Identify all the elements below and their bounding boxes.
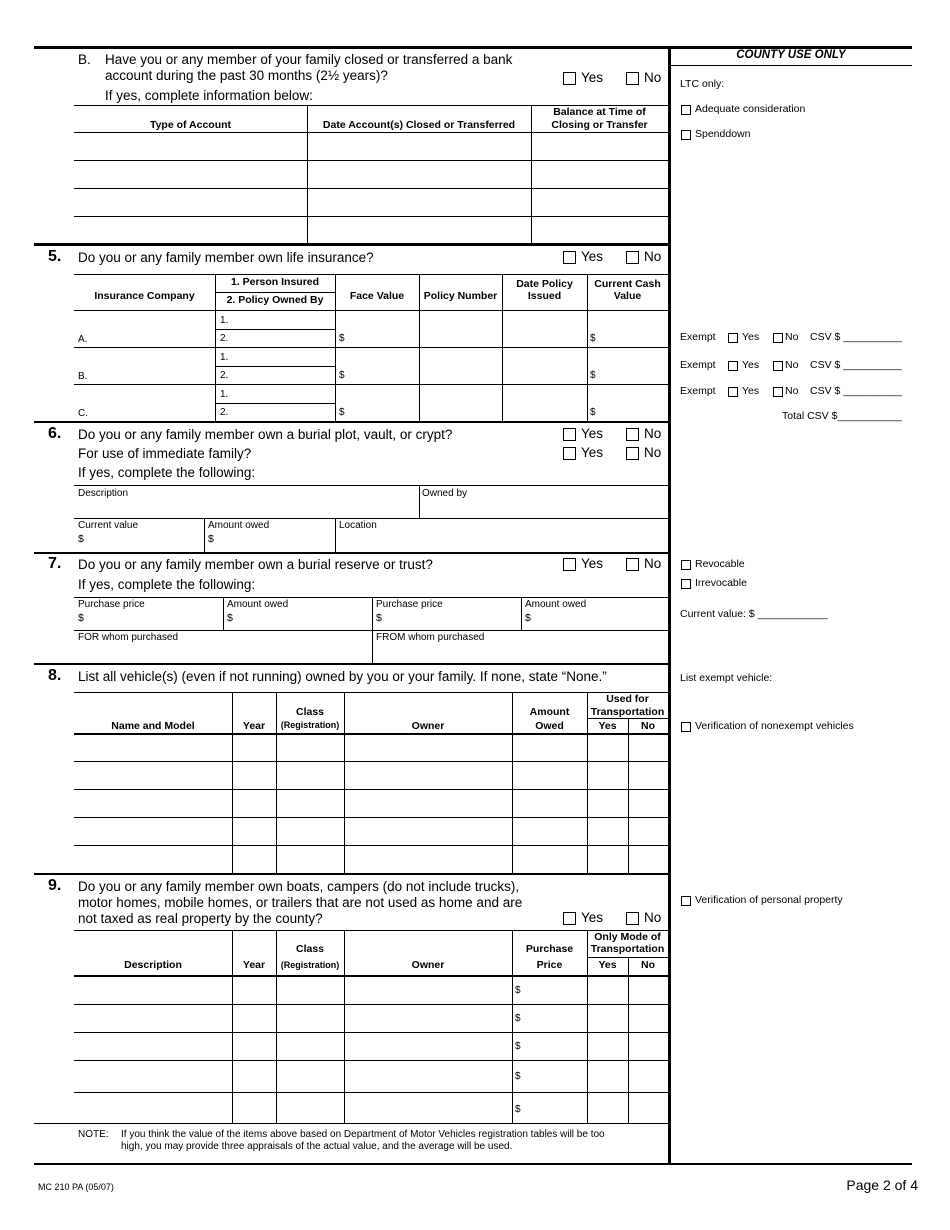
cash-value-dollar: $ — [590, 370, 596, 381]
yes-label: Yes — [581, 556, 604, 571]
section-8-question: List all vehicle(s) (even if not running) owned by you or your family. If none, state “None.” — [78, 669, 607, 684]
exempt-a-yes-checkbox[interactable] — [728, 333, 738, 343]
no-label: No — [644, 556, 662, 571]
col-class: Class — [295, 706, 325, 718]
section-6-family-no-checkbox[interactable] — [626, 447, 639, 460]
policy-owner-marker: 2. — [220, 370, 229, 381]
row-label-a: A. — [78, 334, 88, 345]
person-insured-marker: 1. — [220, 352, 229, 363]
csv-field[interactable]: CSV $ __________ — [810, 359, 902, 371]
verify-personal-label: Verification of personal property — [695, 894, 843, 906]
county-column-divider — [668, 46, 671, 1164]
section-8-number: 8. — [48, 667, 62, 684]
face-value-dollar: $ — [339, 333, 345, 344]
csv-field[interactable]: CSV $ __________ — [810, 331, 902, 343]
adequate-consideration-label: Adequate consideration — [695, 103, 806, 115]
section-7-question-line2: If yes, complete the following: — [78, 577, 256, 592]
page-number: Page 2 of 4 — [846, 1177, 918, 1193]
exempt-label: Exempt — [680, 385, 716, 397]
col-used-yes: Yes — [598, 720, 617, 732]
exempt-yes-label: Yes — [742, 331, 760, 343]
policy-owner-marker: 2. — [220, 407, 229, 418]
note-line1: If you think the value of the items above based on Department of Motor Vehicles registration tables will be too — [121, 1129, 605, 1140]
yes-label: Yes — [581, 70, 604, 85]
exempt-c-no-checkbox[interactable] — [773, 387, 783, 397]
col-owner: Owner — [411, 959, 445, 971]
verify-nonexempt-label: Verification of nonexempt vehicles — [695, 720, 854, 732]
col-cash-value-line2: Value — [613, 290, 642, 302]
yes-label: Yes — [581, 249, 604, 264]
col-class: Class — [295, 943, 325, 955]
section-b-question-line2: account during the past 30 months (2½ years)? — [105, 68, 388, 83]
col-balance-line2: Closing or Transfer — [551, 119, 648, 131]
irrevocable-checkbox[interactable] — [681, 579, 691, 589]
exempt-label: Exempt — [680, 359, 716, 371]
revocable-checkbox[interactable] — [681, 560, 691, 570]
col-amount-owed-line2: Owed — [535, 720, 564, 732]
ltc-only-label: LTC only: — [680, 78, 725, 90]
bottom-border — [34, 1163, 912, 1165]
section-6-yes-checkbox[interactable] — [563, 428, 576, 441]
section-7-separator — [34, 552, 668, 554]
cash-value-dollar: $ — [590, 333, 596, 344]
purchase-price-dollar: $ — [78, 612, 84, 624]
col-purchase-line1: Purchase — [525, 943, 574, 955]
section-7-yes-checkbox[interactable] — [563, 558, 576, 571]
note-separator — [34, 1123, 668, 1124]
exempt-b-no-checkbox[interactable] — [773, 361, 783, 371]
exempt-yes-label: Yes — [742, 385, 760, 397]
col-insurance-company: Insurance Company — [94, 290, 195, 302]
person-insured-marker: 1. — [220, 389, 229, 400]
section-6-no-checkbox[interactable] — [626, 428, 639, 441]
adequate-consideration-checkbox[interactable] — [681, 105, 691, 115]
col-person-insured: 1. Person Insured — [230, 276, 320, 288]
exempt-no-label: No — [785, 331, 799, 343]
section-9-number: 9. — [48, 877, 62, 894]
list-exempt-vehicle-label: List exempt vehicle: — [680, 672, 773, 684]
section-5-separator — [34, 243, 668, 246]
section-7-question-line1: Do you or any family member own a burial reserve or trust? — [78, 557, 433, 572]
current-value-field[interactable]: Current value: $ ____________ — [680, 608, 828, 620]
col-cash-value-line1: Current Cash — [594, 278, 661, 290]
county-use-header: COUNTY USE ONLY — [736, 49, 846, 61]
col-face-value: Face Value — [349, 290, 405, 302]
amount-owed-field[interactable]: Amount owed — [208, 520, 270, 531]
col-registration: (Registration) — [280, 960, 340, 970]
col-name-model: Name and Model — [111, 720, 195, 732]
section-b-question-line3: If yes, complete information below: — [105, 88, 313, 103]
col-type-of-account: Type of Account — [149, 119, 232, 131]
section-6-question-line1: Do you or any family member own a burial plot, vault, or crypt? — [78, 427, 453, 442]
section-7-number: 7. — [48, 555, 62, 572]
section-b-question-line1: Have you or any member of your family closed or transferred a bank — [105, 52, 513, 67]
location-field[interactable]: Location — [339, 520, 377, 531]
section-8-separator — [34, 663, 668, 665]
col-mode-no: No — [641, 959, 655, 971]
section-9-yes-checkbox[interactable] — [563, 912, 576, 925]
owned-by-field[interactable]: Owned by — [422, 488, 468, 499]
amount-owed-field-2[interactable]: Amount owed — [525, 599, 587, 610]
purchase-price-field-2[interactable]: Purchase price — [376, 599, 443, 610]
col-date-issued-line1: Date Policy — [516, 278, 573, 290]
spenddown-label: Spenddown — [695, 128, 751, 140]
exempt-label: Exempt — [680, 331, 716, 343]
no-label: No — [644, 445, 662, 460]
section-6-question-line2: For use of immediate family? — [78, 446, 252, 461]
col-purchase-line2: Price — [536, 959, 563, 971]
section-6-family-yes-checkbox[interactable] — [563, 447, 576, 460]
total-csv-field[interactable]: Total CSV $___________ — [782, 410, 902, 422]
for-whom-field[interactable]: FOR whom purchased — [78, 632, 179, 643]
purchase-price-field[interactable]: Purchase price — [78, 599, 145, 610]
col-owner: Owner — [411, 720, 445, 732]
amount-owed-dollar-2: $ — [525, 612, 531, 624]
section-6-separator — [34, 421, 668, 423]
exempt-a-no-checkbox[interactable] — [773, 333, 783, 343]
price-dollar: $ — [515, 1041, 521, 1052]
section-6-number: 6. — [48, 425, 62, 442]
section-6-question-line3: If yes, complete the following: — [78, 465, 256, 480]
col-description: Description — [124, 959, 182, 971]
no-label: No — [644, 426, 662, 441]
no-label: No — [644, 910, 662, 925]
yes-label: Yes — [581, 910, 604, 925]
from-whom-field[interactable]: FROM whom purchased — [376, 632, 485, 643]
verify-nonexempt-checkbox[interactable] — [681, 722, 691, 732]
col-balance-line1: Balance at Time of — [553, 106, 646, 118]
section-5-question: Do you or any family member own life insurance? — [78, 250, 374, 265]
col-used-for-line2: Transportation — [590, 706, 665, 718]
col-amount-owed-line1: Amount — [529, 706, 570, 718]
col-used-for-line1: Used for — [606, 693, 649, 705]
price-dollar: $ — [515, 985, 521, 996]
face-value-dollar: $ — [339, 407, 345, 418]
note-line2: high, you may provide three appraisals of the actual value, and the average will be used. — [121, 1141, 513, 1152]
col-date-closed: Date Account(s) Closed or Transferred — [322, 119, 516, 131]
exempt-c-yes-checkbox[interactable] — [728, 387, 738, 397]
section-9-question-line3: not taxed as real property by the county? — [78, 911, 323, 926]
no-label: No — [644, 249, 662, 264]
row-label-b: B. — [78, 371, 88, 382]
col-year: Year — [242, 720, 266, 732]
current-value-dollar: $ — [78, 533, 84, 545]
verify-personal-checkbox[interactable] — [681, 896, 691, 906]
exempt-no-label: No — [785, 359, 799, 371]
price-dollar: $ — [515, 1104, 521, 1115]
col-date-issued-line2: Issued — [527, 290, 562, 302]
irrevocable-label: Irrevocable — [695, 577, 747, 589]
yes-label: Yes — [581, 426, 604, 441]
col-policy-owned-by: 2. Policy Owned By — [226, 294, 324, 306]
no-label: No — [644, 70, 662, 85]
col-mode-line1: Only Mode of — [594, 931, 661, 943]
section-9-question-line2: motor homes, mobile homes, or trailers that are not used as home and are — [78, 895, 523, 910]
exempt-b-yes-checkbox[interactable] — [728, 361, 738, 371]
price-dollar: $ — [515, 1013, 521, 1024]
row-label-c: C. — [78, 408, 88, 419]
section-5-no-checkbox[interactable] — [626, 251, 639, 264]
csv-field[interactable]: CSV $ __________ — [810, 385, 902, 397]
exempt-yes-label: Yes — [742, 359, 760, 371]
section-7-no-checkbox[interactable] — [626, 558, 639, 571]
yes-label: Yes — [581, 445, 604, 460]
form-id: MC 210 PA (05/07) — [38, 1182, 114, 1192]
exempt-no-label: No — [785, 385, 799, 397]
section-b-no-checkbox[interactable] — [626, 72, 639, 85]
county-header-line — [670, 65, 912, 66]
purchase-price-dollar-2: $ — [376, 612, 382, 624]
amount-owed-dollar: $ — [208, 533, 214, 545]
cash-value-dollar: $ — [590, 407, 596, 418]
col-mode-line2: Transportation — [590, 943, 665, 955]
amount-owed-dollar: $ — [227, 612, 233, 624]
section-b-yes-checkbox[interactable] — [563, 72, 576, 85]
section-5-number: 5. — [48, 248, 62, 265]
section-5-yes-checkbox[interactable] — [563, 251, 576, 264]
col-year: Year — [242, 959, 266, 971]
col-used-no: No — [641, 720, 655, 732]
current-value-field[interactable]: Current value — [78, 520, 139, 531]
face-value-dollar: $ — [339, 370, 345, 381]
col-registration: (Registration) — [280, 720, 340, 730]
revocable-label: Revocable — [695, 558, 745, 570]
col-mode-yes: Yes — [598, 959, 617, 971]
section-b-letter: B. — [78, 52, 91, 67]
description-field[interactable]: Description — [78, 488, 129, 499]
col-policy-number: Policy Number — [423, 290, 498, 302]
amount-owed-field[interactable]: Amount owed — [227, 599, 289, 610]
note-label: NOTE: — [78, 1129, 109, 1140]
section-9-separator — [34, 873, 668, 875]
spenddown-checkbox[interactable] — [681, 130, 691, 140]
section-9-no-checkbox[interactable] — [626, 912, 639, 925]
price-dollar: $ — [515, 1071, 521, 1082]
section-9-question-line1: Do you or any family member own boats, campers (do not include trucks), — [78, 879, 520, 894]
policy-owner-marker: 2. — [220, 333, 229, 344]
person-insured-marker: 1. — [220, 315, 229, 326]
